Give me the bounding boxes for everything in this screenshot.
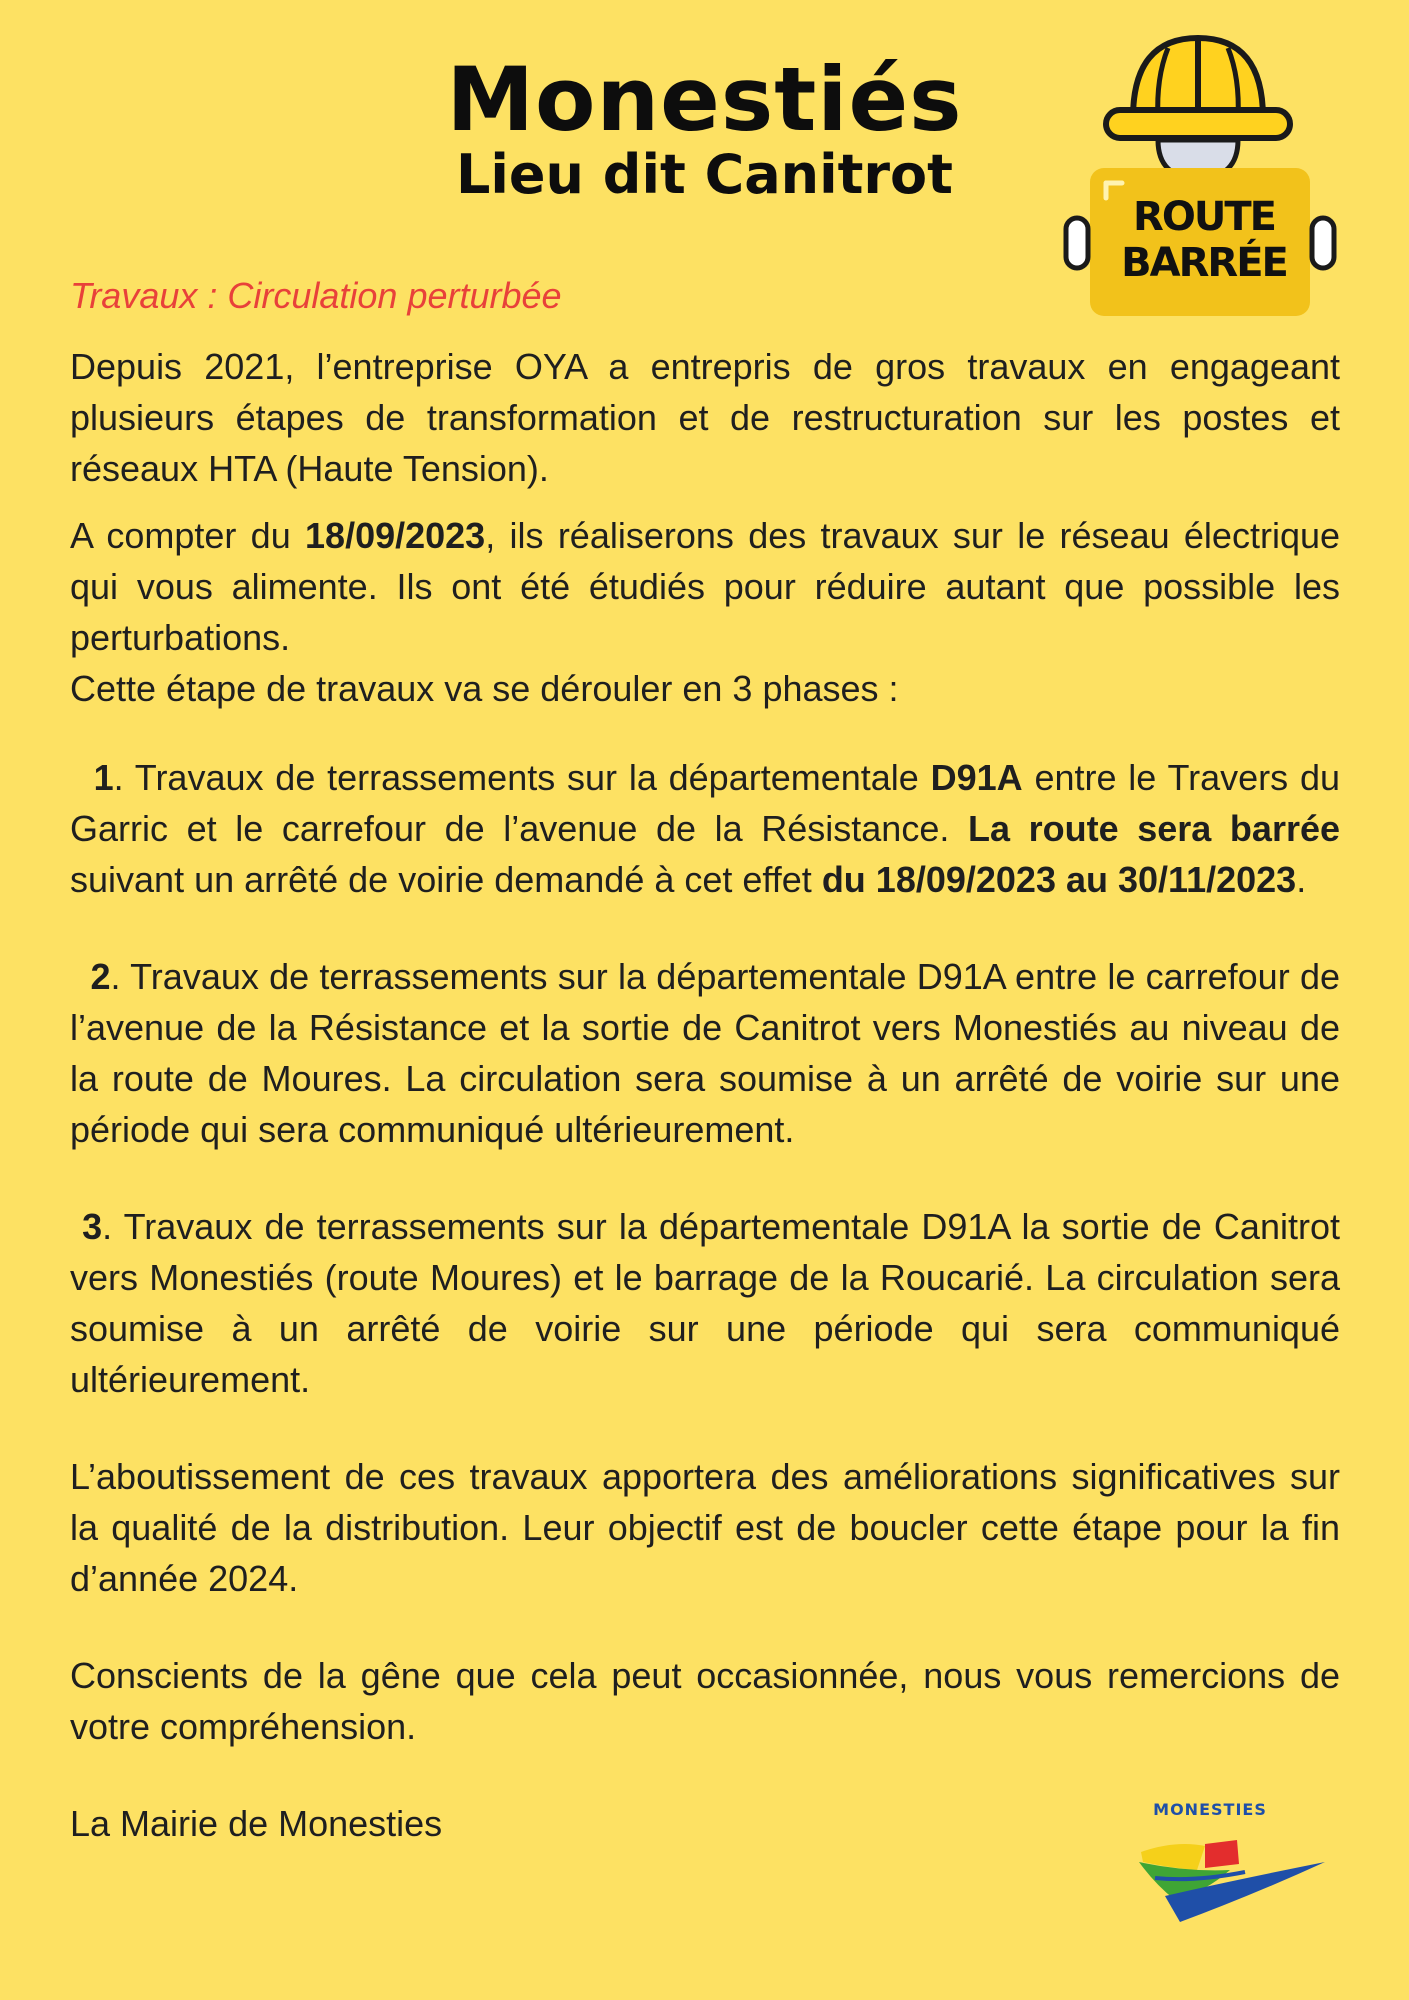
phase-1-road: D91A: [930, 757, 1023, 798]
phases-intro: Cette étape de travaux va se dérouler en 3 phases :: [70, 668, 899, 709]
phase-2-number: 2: [90, 956, 111, 997]
phase-1-number: 1: [93, 757, 114, 798]
phase-1: [70, 752, 1340, 905]
phase-1-period: du 18/09/2023 au 30/11/2023: [821, 859, 1297, 900]
phase-3-text: . Travaux de terrassements sur la départementale D91A la sortie de Canitrot vers Monestiés (route Moures) et le barrage de la Roucarié. La circulation sera soumise à un arrêté de voirie sur une période qui sera communiqué ultérieurement.: [70, 1206, 1340, 1400]
start-paragraph: [70, 510, 1340, 663]
badge-line-2: BARRÉE: [1121, 240, 1287, 286]
start-date: 18/09/2023: [305, 515, 486, 556]
logo-text: MONESTIES: [1153, 1800, 1267, 1819]
phase-1-text-c: suivant un arrêté de voirie demandé à cet effet: [70, 859, 822, 900]
phase-1-closed: La route sera barrée: [967, 808, 1341, 849]
phase-1-text-a: . Travaux de terrassements sur la départementale: [113, 757, 931, 798]
monesties-logo: [1140, 1800, 1340, 1920]
phase-1-text-d: .: [1296, 859, 1307, 900]
notice-body: [70, 270, 1340, 1849]
signature: La Mairie de Monesties: [70, 1803, 443, 1844]
phase-2-text: . Travaux de terrassements sur la départementale D91A entre le carrefour de l’avenue de la Résistance et la sortie de Canitrot vers Monestiés au niveau de la route de Moures. La circulation sera soumise à un arrêté de voirie sur une période qui sera communiqué ultérieurement.: [70, 956, 1340, 1150]
thanks-paragraph: Conscients de la gêne que cela peut occasionnée, nous vous remercions de votre compréhension.: [70, 1655, 1340, 1747]
phase-1-text-b: entre le Travers du Garric et le carrefour de l’avenue de la Résistance.: [70, 757, 1340, 849]
outcome-paragraph: L’aboutissement de ces travaux apportera des améliorations significatives sur la qualité de la distribution. Leur objectif est de boucler cette étape pour la fin d’année 2024.: [70, 1456, 1340, 1599]
phase-3-number: 3: [82, 1206, 103, 1247]
page-title: Monestiés: [446, 48, 963, 151]
badge-line-1: ROUTE: [1133, 194, 1275, 240]
notice-kicker: Travaux : Circulation perturbée: [70, 275, 562, 316]
start-text-b: , ils réaliserons des travaux sur le réseau électrique qui vous alimente. Ils ont été étudiés pour réduire autant que possible les perturbations.: [70, 515, 1341, 658]
monesties-logo-icon: [1135, 1822, 1335, 1932]
phase-3: [70, 1201, 1340, 1405]
phase-2: [70, 951, 1340, 1155]
intro-paragraph: Depuis 2021, l’entreprise OYA a entrepris de gros travaux en engageant plusieurs étapes de transformation et de restructuration sur les postes et réseaux HTA (Haute Tension).: [70, 346, 1340, 489]
start-text-a: A compter du: [70, 515, 306, 556]
page-subtitle: Lieu dit Canitrot: [456, 143, 953, 206]
